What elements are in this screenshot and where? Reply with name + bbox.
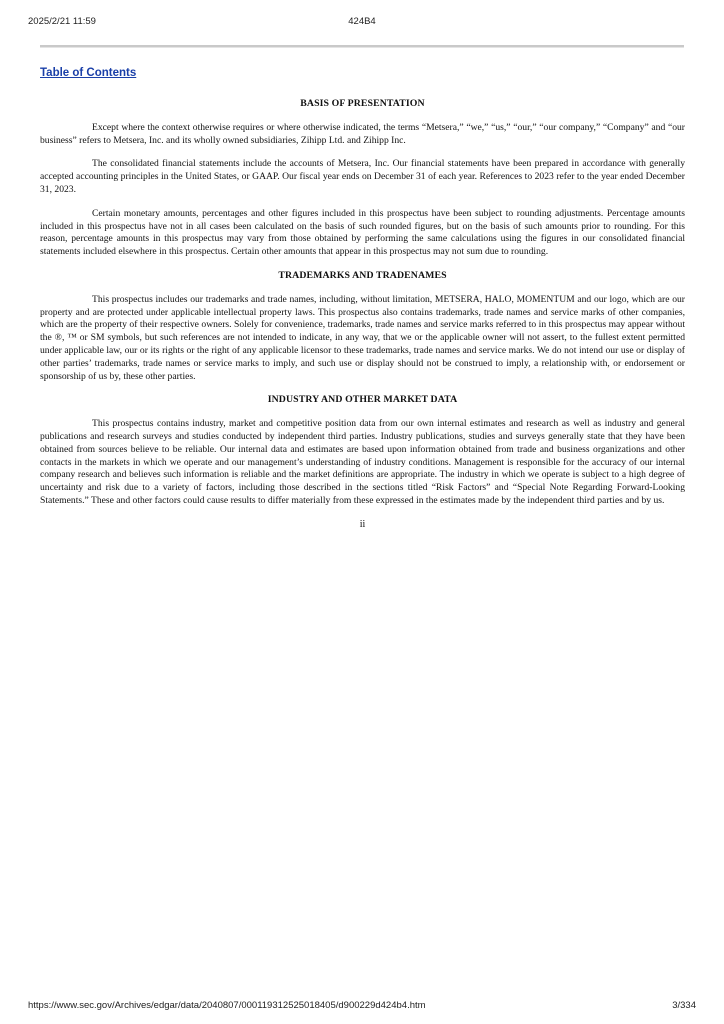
section-heading: BASIS OF PRESENTATION [300, 98, 425, 109]
section-heading: INDUSTRY AND OTHER MARKET DATA [267, 394, 458, 406]
print-footer [28, 1000, 696, 1014]
print-doc-title: 424B4 [348, 16, 376, 27]
print-url: https://www.sec.gov/Archives/edgar/data/2040807/000119312525018405/d900229d424b4.htm [28, 1000, 426, 1011]
paragraph: This prospectus includes our trademarks and trade names, including, without limitation, METSERA, HALO, MOMENTUM and our logo, which are our property and are protected under applicable intellectual property laws. This prospectus also contains trademarks, trade names and service marks of other companies, which are the property of their respective owners. Solely for convenience, trademarks, trade names and service marks referred to in this prospectus may appear without the ®, ™ or SM symbols, but such references are not intended to indicate, in any way, that we or the applicable owner will not assert, to the fullest extent permitted under applicable law, our or its rights or the right of any applicable licensor to these trademarks, trade names and service marks. We do not intend our use or display of other parties’ trademarks, trade names or service marks to imply, and such use or display should not be construed to imply, a relationship with, or endorsement or sponsorship of us by, these other parties. [40, 293, 685, 382]
paragraph: Certain monetary amounts, percentages and other figures included in this prospectus have been subject to rounding adjustments. Percentage amounts included in this prospectus have not in all cases been calculated on the basis of such rounded figures, but on the basis of such amounts prior to rounding. For this reason, percentage amounts in this prospectus may vary from those obtained by performing the same calculations using the figures in our consolidated financial statements included elsewhere in this prospectus. Certain other amounts that appear in this prospectus may not sum due to rounding. [40, 207, 685, 258]
print-page-count: 3/334 [672, 1000, 696, 1011]
page-number: ii [359, 518, 366, 530]
table-of-contents-link[interactable]: Table of Contents [40, 67, 137, 79]
basis-of-presentation-section [40, 98, 685, 259]
paragraph: The consolidated financial statements include the accounts of Metsera, Inc. Our financial statements have been prepared in accordance with generally accepted accounting principles in the United States, or GAAP. Our fiscal year ends on December 31 of each year. References to 2023 refer to the year ended December 31, 2023. [40, 158, 685, 195]
trademarks-section [40, 270, 685, 383]
document-body [40, 98, 685, 532]
header-divider [40, 45, 684, 48]
industry-market-data-section [40, 394, 685, 507]
paragraph: Except where the context otherwise requires or where otherwise indicated, the terms “Metsera,” “we,” “us,” “our,” “our company,” “Company” and “our business” refers to Metsera, Inc. and its wholly owned subsidiaries, Zihipp Ltd. and Zihipp Inc. [40, 121, 685, 146]
print-timestamp: 2025/2/21 11:59 [28, 16, 96, 27]
print-header [28, 16, 696, 30]
section-heading: TRADEMARKS AND TRADENAMES [278, 269, 447, 281]
paragraph: This prospectus contains industry, market and competitive position data from our own internal estimates and research as well as industry and general publications and research surveys and studies conducted by independent third parties. Industry publications, studies and surveys generally state that they have been obtained from sources believe to be reliable. Our internal data and estimates are based upon information obtained from trade and business organizations and other contacts in the markets in which we operate and our management’s understanding of industry conditions. Management is responsible for the accuracy of our internal company research and believes such information is reliable and the market definitions are appropriate. The industry in which we operate is subject to a high degree of uncertainty and risk due to a variety of factors, including those described in the sections titled “Risk Factors” and “Special Note Regarding Forward-Looking Statements.” These and other factors could cause results to differ materially from these expressed in the estimates made by the independent third parties and by us. [40, 418, 685, 506]
